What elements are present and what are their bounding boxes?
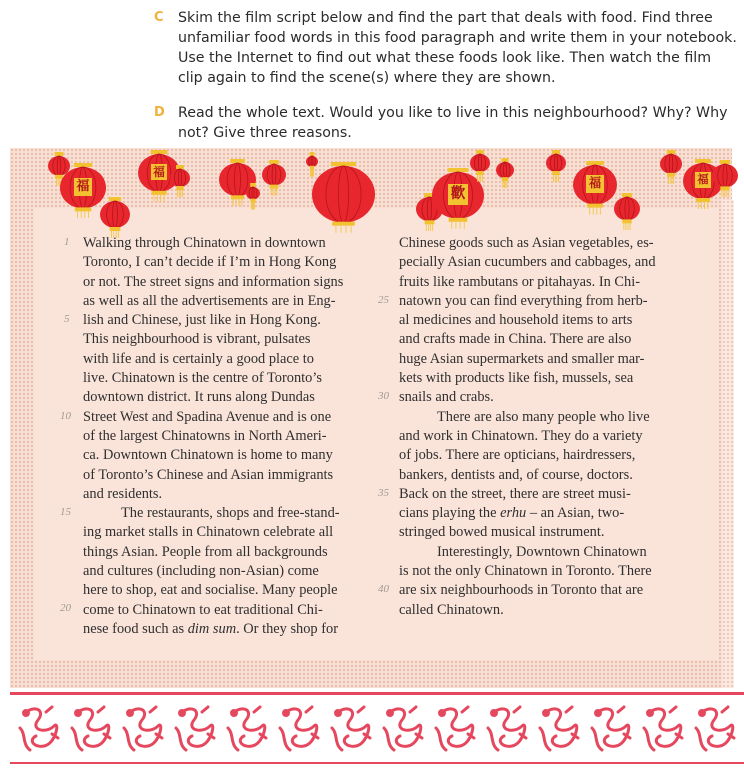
lantern-character: 歡 <box>448 184 469 205</box>
text-line: Walking through Chinatown in downtown <box>83 235 326 251</box>
text-line: downtown district. It runs along Dundas <box>83 389 315 406</box>
text-line: of the largest Chinatowns in North Ameri- <box>83 427 327 444</box>
lantern-icon <box>660 150 682 184</box>
text-line <box>83 620 373 639</box>
text-line: pecially Asian cucumbers and cabbages, and <box>399 254 656 271</box>
text-line: and residents. <box>83 485 163 502</box>
line-number: 5 <box>64 313 70 325</box>
task-text: Skim the film script below and find the part that deals with food. Find three unfamiliar food words in this food paragraph and write them in your notebook. Use the Internet to find out what these foods look like. Then watch the film clip again to find the scene(s) where they are shown. <box>178 10 737 86</box>
text-line: are six neighbourhoods in Toronto that are <box>399 582 644 599</box>
lantern-icon <box>712 160 738 197</box>
article-column-right <box>399 234 715 620</box>
lantern-icon <box>246 183 260 210</box>
text-line: fruits like rambutans or pitahayas. In Chi- <box>399 273 640 290</box>
text-line: of Toronto’s Chinese and Asian immigrants <box>83 466 334 483</box>
task-d <box>154 103 738 143</box>
dragon-border <box>12 700 742 758</box>
lantern-character: 福 <box>151 164 168 181</box>
lantern-icon <box>312 162 375 233</box>
italic-term: erhu <box>500 505 527 522</box>
text-run: – an Asian, two- <box>526 505 625 522</box>
text-line: here to shop, eat and socialise. Many people <box>83 582 338 599</box>
text-line: There are also many people who live <box>437 408 650 425</box>
task-c <box>154 8 738 88</box>
line-number: 1 <box>64 236 70 248</box>
text-line: of jobs. There are opticians, hairdressers, <box>399 447 636 464</box>
lantern-icon <box>614 193 640 230</box>
lantern-icon <box>470 150 490 182</box>
text-line: ca. Downtown Chinatown is home to many <box>83 447 333 464</box>
text-line: snails and crabs. <box>399 389 494 406</box>
line-number: 15 <box>60 506 71 518</box>
text-run: cians playing the <box>399 505 501 522</box>
text-line: huge Asian supermarkets and smaller mar- <box>399 350 645 367</box>
text-line: kets with products like fish, mussels, sea <box>399 370 634 387</box>
text-line: called Chinatown. <box>399 601 504 618</box>
lantern-icon <box>573 161 617 215</box>
text-line: The restaurants, shops and free-stand- <box>121 505 340 522</box>
lantern-icon <box>306 152 318 177</box>
text-run: . Or they shop for <box>236 620 339 637</box>
article-column-left <box>83 234 373 639</box>
text-line: is not the only Chinatown in Toronto. There <box>399 563 652 580</box>
lantern-icon <box>496 158 514 188</box>
text-line: bankers, dentists and, of course, doctors. <box>399 466 633 483</box>
border-line <box>10 762 744 764</box>
text-line: natown you can find everything from herb- <box>399 292 648 309</box>
panel-edge <box>722 200 734 688</box>
lantern-character: 福 <box>695 172 711 188</box>
task-text: Read the whole text. Would you like to live in this neighbourhood? Why? Why not? Give three reasons. <box>178 105 728 141</box>
lantern-character: 福 <box>586 175 604 193</box>
text-line: Street West and Spadina Avenue and is one <box>83 408 332 425</box>
text-line: with life and is certainly a good place to <box>83 350 314 367</box>
text-line: come to Chinatown to eat traditional Chi- <box>83 601 323 618</box>
text-line: ing market stalls in Chinatown celebrate all <box>83 524 334 541</box>
text-line: as well as all the advertisements are in Eng- <box>83 292 336 309</box>
task-letter: D <box>154 105 165 120</box>
text-run: nese food such as <box>83 620 188 637</box>
text-line: al medicines and household items to arts <box>399 312 633 329</box>
lantern-icon <box>262 160 286 196</box>
lantern-icon <box>170 165 190 197</box>
text-line: Interestingly, Downtown Chinatown <box>437 543 647 560</box>
line-number: 25 <box>378 294 389 306</box>
text-line: or not. The street signs and information signs <box>83 273 344 290</box>
lantern-icon <box>546 150 566 182</box>
lantern-icon <box>100 197 130 238</box>
text-line: stringed bowed musical instrument. <box>399 524 605 541</box>
text-line: and cultures (including non-Asian) come <box>83 563 319 580</box>
task-letter: C <box>154 10 164 25</box>
text-line: This neighbourhood is vibrant, pulsates <box>83 331 311 348</box>
border-line <box>10 692 744 695</box>
italic-term: dim sum <box>187 620 237 637</box>
text-line: Toronto, I can’t decide if I’m in Hong Kong <box>83 254 337 271</box>
line-number: 10 <box>60 410 71 422</box>
text-line: Chinese goods such as Asian vegetables, es- <box>399 235 654 251</box>
text-line: Back on the street, there are street musi- <box>399 485 631 502</box>
line-number: 40 <box>378 583 389 595</box>
text-line <box>399 504 715 523</box>
line-number: 20 <box>60 602 71 614</box>
text-line: things Asian. People from all backgrounds <box>83 543 328 560</box>
text-line: lish and Chinese, just like in Hong Kong. <box>83 312 321 329</box>
lantern-character: 福 <box>74 178 92 196</box>
line-number: 30 <box>378 390 389 402</box>
text-line: and work in Chinatown. They do a variety <box>399 427 643 444</box>
text-line: live. Chinatown is the centre of Toronto’s <box>83 370 322 387</box>
text-line: and crafts made in China. There are also <box>399 331 632 348</box>
line-number: 35 <box>378 487 389 499</box>
